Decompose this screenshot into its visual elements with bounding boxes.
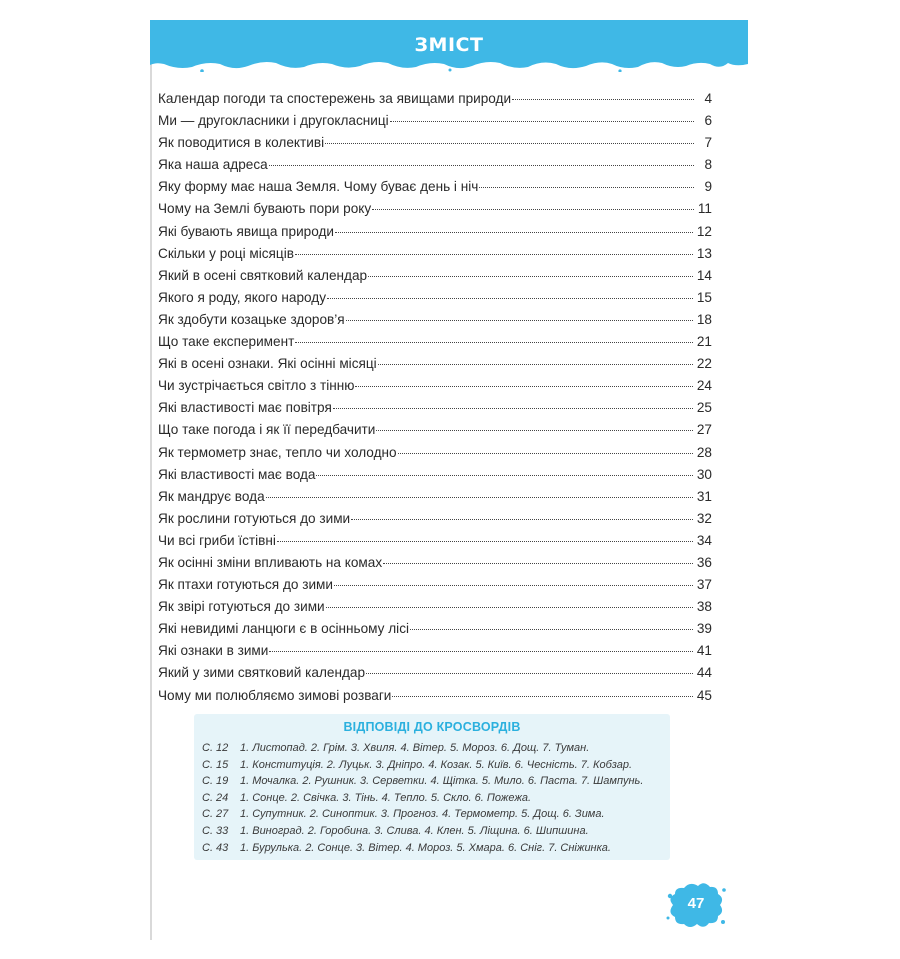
toc-entry-title: Який в осені святковий календар [158, 267, 368, 283]
toc-entry-page: 44 [696, 665, 712, 681]
toc-entry-title: Як птахи готуються до зими [158, 577, 333, 593]
toc-entry-title: Як звірі готуються до зими [158, 599, 325, 615]
toc-entry [158, 154, 712, 176]
dot-leader [266, 497, 693, 498]
dot-leader [398, 453, 693, 454]
answer-page-ref: С. 15 [202, 758, 229, 771]
toc-entry [158, 132, 712, 154]
toc-entry-title: Чи всі гриби їстівні [158, 532, 276, 548]
page-number-badge [664, 878, 728, 932]
answer-row [202, 823, 666, 840]
toc-entry [158, 618, 712, 640]
toc-entry [158, 419, 712, 441]
answer-row [202, 790, 666, 807]
dot-leader [295, 342, 693, 343]
answer-row [202, 840, 666, 857]
toc-entry-page: 6 [704, 113, 712, 129]
toc-entry-page: 36 [696, 554, 712, 570]
toc-entry-page: 4 [704, 91, 712, 106]
toc-entry [158, 287, 712, 309]
dot-leader [392, 696, 692, 697]
toc-entry-title: Як мандрує вода [158, 488, 265, 504]
toc-entry [158, 486, 712, 508]
toc-entry-page: 9 [704, 179, 712, 195]
toc-entry-page: 14 [696, 267, 712, 283]
toc-entry-page: 7 [704, 135, 712, 151]
toc-entry-page: 8 [704, 157, 712, 173]
toc-entry-title: Чому на Землі бувають пори року [158, 201, 372, 217]
dot-leader [335, 232, 693, 233]
toc-entry-title: Як осінні зміни впливають на комах [158, 554, 383, 570]
toc-entry-title: Чи зустрічається світло з тінню [158, 378, 355, 394]
dot-leader [479, 187, 694, 188]
answer-text: 1. Листопад. 2. Грім. 3. Хвиля. 4. Вітер. 5. Мороз. 6. Дощ. 7. Туман. [240, 742, 590, 754]
toc-entry [158, 508, 712, 530]
dot-leader [355, 386, 692, 387]
toc-entry-page: 32 [696, 510, 712, 526]
dot-leader [383, 563, 693, 564]
toc-entry-title: Які властивості має повітря [158, 400, 332, 416]
toc-entry-page: 22 [696, 356, 712, 372]
toc-entry-page: 34 [696, 532, 712, 548]
toc-entry-title: Чому ми полюбляємо зимові розваги [158, 687, 392, 703]
header-banner [150, 20, 748, 72]
dot-leader [351, 519, 693, 520]
toc-entry [158, 110, 712, 132]
answer-text: 1. Бурулька. 2. Сонце. 3. Вітер. 4. Мороз. 5. Хмара. 6. Сніг. 7. Сніжинка. [240, 841, 611, 854]
dot-leader [327, 298, 693, 299]
toc-entry-title: Якого я роду, якого народу [158, 289, 326, 305]
answers-title: ВІДПОВІДІ ДО КРОСВОРДІВ [343, 720, 521, 734]
answer-page-ref: С. 12 [202, 742, 229, 754]
dot-leader [334, 585, 693, 586]
answer-text: 1. Виноград. 2. Горобина. 3. Слива. 4. Клен. 5. Ліщина. 6. Шипшина. [240, 824, 589, 837]
toc-entry-title: Які бувають явища природи [158, 223, 335, 239]
dot-leader [346, 320, 693, 321]
toc-entry-page: 12 [696, 223, 712, 239]
toc-entry-title: Скільки у році місяців [158, 245, 294, 261]
dot-leader [376, 430, 692, 431]
toc-entry-page: 41 [696, 643, 712, 659]
toc-entry-page: 45 [696, 687, 712, 703]
toc-entry [158, 685, 712, 707]
dot-leader [512, 99, 694, 100]
toc-entry-page: 28 [696, 444, 712, 460]
dot-leader [326, 607, 693, 608]
toc-entry-title: Які невидимі ланцюги є в осінньому лісі [158, 621, 410, 637]
toc-entry-title: Як здобути козацьке здоров’я [158, 311, 345, 327]
toc-entry-page: 13 [696, 245, 712, 261]
toc-entry [158, 176, 712, 198]
answer-row [202, 757, 666, 774]
dot-leader [316, 475, 692, 476]
toc-entry [158, 309, 712, 331]
answer-row [202, 806, 666, 823]
dot-leader [390, 121, 694, 122]
toc-entry [158, 640, 712, 662]
answer-text: 1. Супутник. 2. Синоптик. 3. Прогноз. 4. Термометр. 5. Дощ. 6. Зима. [240, 808, 605, 821]
answer-page-ref: С. 27 [202, 808, 229, 821]
toc-entry [158, 265, 712, 287]
toc-entry [158, 574, 712, 596]
answer-page-ref: С. 19 [202, 775, 229, 788]
page-edge [150, 20, 152, 940]
toc-entry [158, 662, 712, 684]
toc-entry-page: 21 [696, 334, 712, 350]
dot-leader [372, 209, 694, 210]
dot-leader [295, 254, 693, 255]
toc-entry-page: 31 [696, 488, 712, 504]
toc-entry-title: Ми — другокласники і другокласниці [158, 113, 389, 129]
dot-leader [269, 165, 694, 166]
dot-leader [277, 541, 693, 542]
answer-row [202, 773, 666, 790]
toc-entry-title: Який у зими святковий календар [158, 665, 365, 681]
toc-entry [158, 442, 712, 464]
toc-entry [158, 397, 712, 419]
page-number: 47 [687, 895, 705, 912]
dot-leader [368, 276, 693, 277]
toc-entry [158, 331, 712, 353]
answer-text: 1. Сонце. 2. Свічка. 3. Тінь. 4. Тепло. 5. Скло. 6. Пожежа. [240, 791, 532, 804]
toc-entry-page: 27 [696, 422, 712, 438]
toc-entry-page: 24 [696, 378, 712, 394]
toc-entry-title: Як термометр знає, тепло чи холодно [158, 444, 397, 460]
toc-entry [158, 88, 712, 110]
answer-page-ref: С. 43 [202, 841, 229, 854]
table-of-contents [158, 88, 712, 707]
toc-entry-page: 25 [696, 400, 712, 416]
dot-leader [378, 364, 693, 365]
toc-entry-title: Що таке експеримент [158, 334, 295, 350]
page-title: ЗМІСТ [414, 34, 484, 56]
dot-leader [333, 408, 693, 409]
toc-entry-page: 15 [696, 289, 712, 305]
dot-leader [325, 143, 694, 144]
toc-entry-title: Яка наша адреса [158, 157, 268, 173]
toc-entry-title: Як рослини готуються до зими [158, 510, 351, 526]
toc-entry-title: Як поводитися в колективі [158, 135, 325, 151]
toc-entry-title: Які в осені ознаки. Які осінні місяці [158, 356, 377, 372]
toc-entry-title: Яку форму має наша Земля. Чому буває день і ніч [158, 179, 479, 195]
crossword-answers-box [194, 714, 670, 860]
dot-leader [269, 651, 693, 652]
toc-entry-page: 39 [696, 621, 712, 637]
toc-entry [158, 530, 712, 552]
answer-text: 1. Конституція. 2. Луцьк. 3. Дніпро. 4. Козак. 5. Київ. 6. Чесність. 7. Кобзар. [240, 758, 633, 771]
toc-entry [158, 596, 712, 618]
toc-entry-page: 11 [697, 201, 712, 217]
toc-entry-page: 38 [696, 599, 712, 615]
toc-entry-title: Які ознаки в зими [158, 643, 269, 659]
toc-entry [158, 353, 712, 375]
toc-entry-title: Що таке погода і як її передбачити [158, 422, 376, 438]
answer-row [202, 740, 666, 757]
toc-entry-title: Які властивості має вода [158, 466, 316, 482]
dot-leader [366, 673, 693, 674]
answer-page-ref: С. 33 [202, 824, 229, 837]
toc-entry-page: 37 [696, 577, 712, 593]
answer-page-ref: С. 24 [202, 791, 229, 804]
toc-entry [158, 243, 712, 265]
toc-entry [158, 552, 712, 574]
answers-list [202, 740, 666, 856]
toc-entry-page: 30 [696, 466, 712, 482]
toc-entry [158, 464, 712, 486]
toc-entry-page: 18 [696, 311, 712, 327]
toc-entry [158, 198, 712, 220]
answer-text: 1. Мочалка. 2. Рушник. 3. Серветки. 4. Щітка. 5. Мило. 6. Паста. 7. Шампунь. [240, 775, 644, 788]
toc-entry [158, 375, 712, 397]
dot-leader [410, 629, 693, 630]
toc-entry-title: Календар погоди та спостережень за явищами природи [158, 91, 512, 106]
toc-entry [158, 221, 712, 243]
